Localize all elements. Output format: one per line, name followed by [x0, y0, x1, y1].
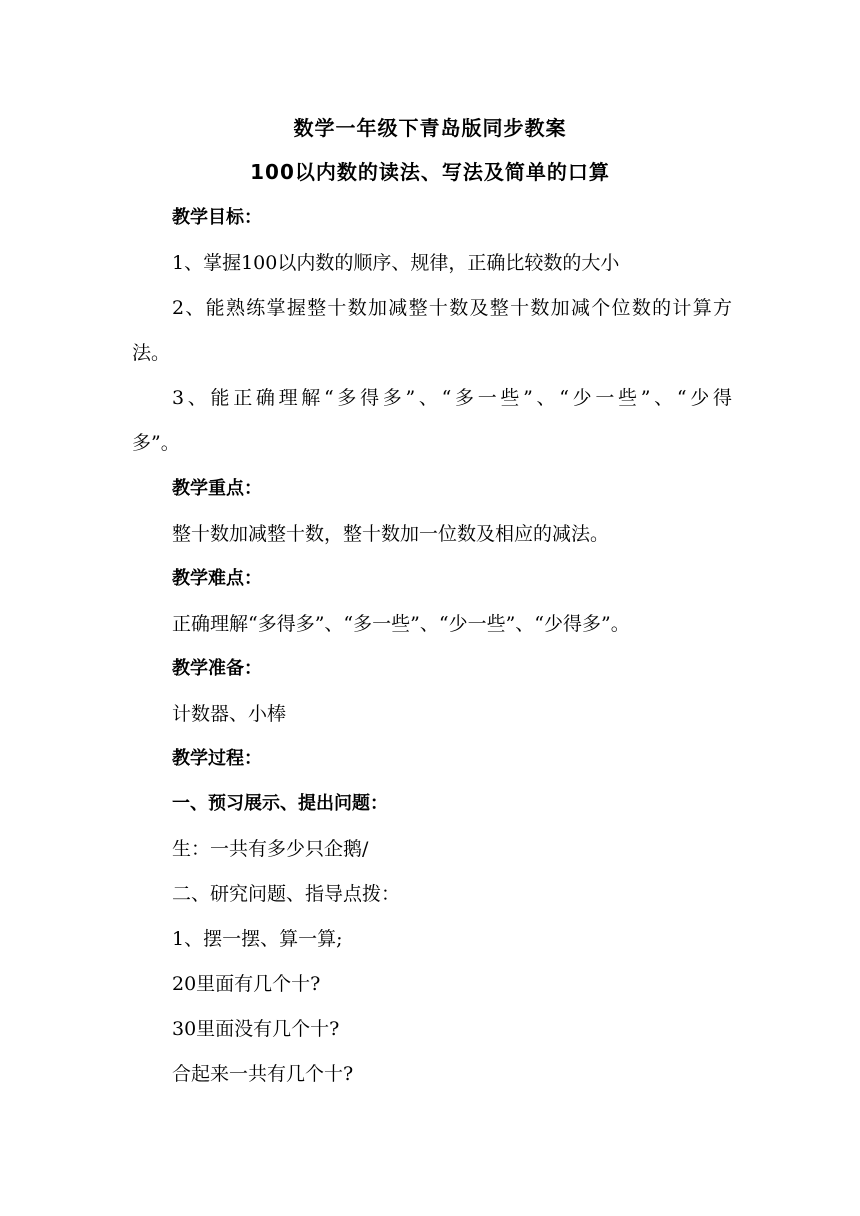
goal-item-3-line-1: 3、能正确理解“多得多”、“多一些”、“少一些”、“少得 — [172, 387, 732, 409]
goal-item-2-line-1: 2、能熟练掌握整十数加减整十数及整十数加减个位数的计算方 — [172, 297, 732, 319]
preparation-heading: 教学准备： — [172, 658, 262, 679]
preparation-text: 计数器、小棒 — [172, 703, 287, 725]
question-2: 30里面没有几个十? — [172, 1018, 340, 1040]
key-points-heading: 教学重点： — [172, 478, 262, 499]
goal-item-2-line-2: 法。 — [132, 342, 171, 364]
goal-item-3-line-2: 多”。 — [132, 432, 180, 454]
difficulty-text: 正确理解“多得多”、“多一些”、“少一些”、“少得多”。 — [172, 613, 630, 635]
question-3: 合起来一共有几个十? — [172, 1063, 354, 1085]
step-1: 1、摆一摆、算一算; — [172, 928, 343, 950]
question-1: 20里面有几个十? — [172, 973, 321, 995]
document-title: 数学一年级下青岛版同步教案 — [293, 116, 567, 140]
section-2-heading: 二、研究问题、指导点拨： — [172, 883, 401, 905]
process-heading: 教学过程： — [172, 748, 262, 769]
section-1-heading: 一、预习展示、提出问题： — [172, 793, 388, 814]
document-subtitle: 100以内数的读法、写法及简单的口算 — [250, 160, 610, 184]
key-points-text: 整十数加减整十数，整十数加一位数及相应的减法。 — [172, 523, 610, 545]
goal-item-1: 1、掌握100以内数的顺序、规律，正确比较数的大小 — [172, 252, 620, 274]
section-1-text: 生：一共有多少只企鹅/ — [172, 838, 369, 860]
difficulty-heading: 教学难点： — [172, 568, 262, 589]
goals-heading: 教学目标： — [172, 207, 262, 228]
